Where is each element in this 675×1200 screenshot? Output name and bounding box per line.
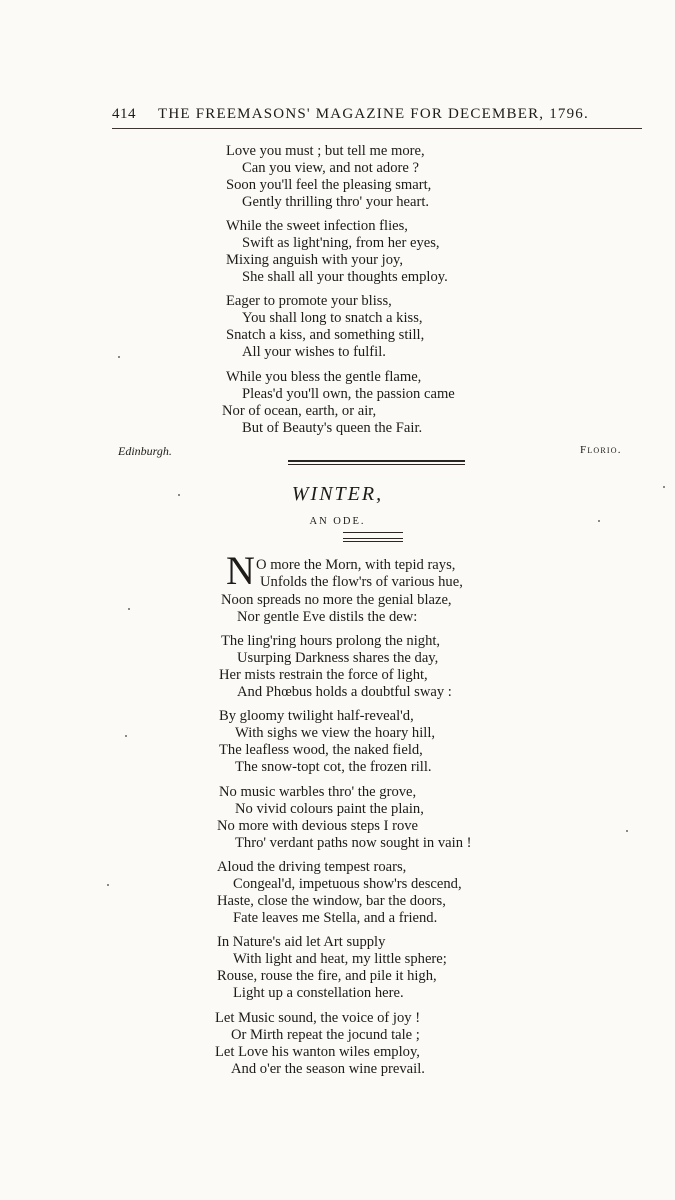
verse-line: Soon you'll feel the pleasing smart, — [226, 177, 432, 193]
verse-line: Noon spreads no more the genial blaze, — [221, 592, 452, 608]
verse-line: Eager to promote your bliss, — [226, 293, 392, 309]
verse-line: Swift as light'ning, from her eyes, — [242, 235, 440, 251]
verse-line: While the sweet infection flies, — [226, 218, 408, 234]
verse-line: All your wishes to fulfil. — [242, 344, 386, 360]
verse-line: You shall long to snatch a kiss, — [242, 310, 423, 326]
verse-line: Gently thrilling thro' your heart. — [242, 194, 430, 210]
author-signature: Florio. — [580, 444, 622, 456]
paper-speck — [125, 735, 127, 737]
verse-line: Pleas'd you'll own, the passion came — [242, 386, 455, 402]
verse-line: But of Beauty's queen the Fair. — [242, 420, 423, 436]
verse-line: No music warbles thro' the grove, — [219, 784, 417, 800]
verse-line: Love you must ; but tell me more, — [226, 143, 425, 159]
paper-speck — [663, 486, 665, 488]
verse-line: By gloomy twilight half-reveal'd, — [219, 708, 414, 724]
paper-speck — [598, 520, 600, 522]
page-number: 414 — [112, 106, 136, 122]
poem-title: WINTER, — [291, 483, 384, 505]
page-header — [112, 106, 642, 128]
subtitle-underline — [343, 532, 403, 533]
verse-line: O more the Morn, with tepid rays, — [256, 557, 456, 573]
verse-line: Can you view, and not adore ? — [242, 160, 419, 176]
running-title: THE FREEMASONS' MAGAZINE FOR DECEMBER, 1796. — [158, 106, 589, 122]
verse-line: Nor of ocean, earth, or air, — [222, 403, 377, 419]
section-divider — [288, 460, 465, 465]
drop-cap: N — [226, 548, 255, 593]
verse-line: The snow-topt cot, the frozen rill. — [235, 759, 432, 775]
verse-line: No vivid colours paint the plain, — [235, 801, 424, 817]
verse-line: She shall all your thoughts employ. — [242, 269, 448, 285]
verse-line: Light up a constellation here. — [233, 985, 404, 1001]
paper-speck — [118, 356, 120, 358]
verse-line: And o'er the season wine prevail. — [231, 1061, 425, 1077]
verse-line: Fate leaves me Stella, and a friend. — [233, 910, 438, 926]
verse-line: The leafless wood, the naked field, — [219, 742, 423, 758]
subtitle-rule — [343, 541, 403, 542]
divider-thick-rule — [288, 460, 465, 462]
verse-line: Let Music sound, the voice of joy ! — [215, 1010, 421, 1026]
poem-subtitle: AN ODE. — [309, 516, 366, 527]
verse-line: With sighs we view the hoary hill, — [235, 725, 436, 741]
verse-line: Her mists restrain the force of light, — [219, 667, 428, 683]
verse-line: Or Mirth repeat the jocund tale ; — [231, 1027, 420, 1043]
header-rule — [112, 128, 642, 129]
verse-line: While you bless the gentle flame, — [226, 369, 422, 385]
verse-line: And Phœbus holds a doubtful sway : — [237, 684, 452, 700]
verse-line: Thro' verdant paths now sought in vain ! — [235, 835, 472, 851]
verse-line: Aloud the driving tempest roars, — [217, 859, 407, 875]
verse-line: With light and heat, my little sphere; — [233, 951, 447, 967]
paper-speck — [626, 830, 628, 832]
verse-line: Mixing anguish with your joy, — [226, 252, 404, 268]
verse-line: The ling'ring hours prolong the night, — [221, 633, 441, 649]
paper-speck — [178, 494, 180, 496]
verse-line: Snatch a kiss, and something still, — [226, 327, 425, 343]
verse-line: Usurping Darkness shares the day, — [237, 650, 439, 666]
divider-thin-rule — [288, 464, 465, 465]
verse-line: Congeal'd, impetuous show'rs descend, — [233, 876, 462, 892]
paper-speck — [128, 608, 130, 610]
verse-line: No more with devious steps I rove — [217, 818, 419, 834]
verse-line: Unfolds the flow'rs of various hue, — [260, 574, 463, 590]
place-signature: Edinburgh. — [118, 444, 172, 458]
verse-line: In Nature's aid let Art supply — [217, 934, 386, 950]
verse-line: Let Love his wanton wiles employ, — [215, 1044, 420, 1060]
verse-line: Rouse, rouse the fire, and pile it high, — [217, 968, 437, 984]
verse-line: Haste, close the window, bar the doors, — [217, 893, 446, 909]
verse-line: Nor gentle Eve distils the dew: — [237, 609, 418, 625]
subtitle-rule — [343, 538, 403, 539]
paper-speck — [107, 884, 109, 886]
